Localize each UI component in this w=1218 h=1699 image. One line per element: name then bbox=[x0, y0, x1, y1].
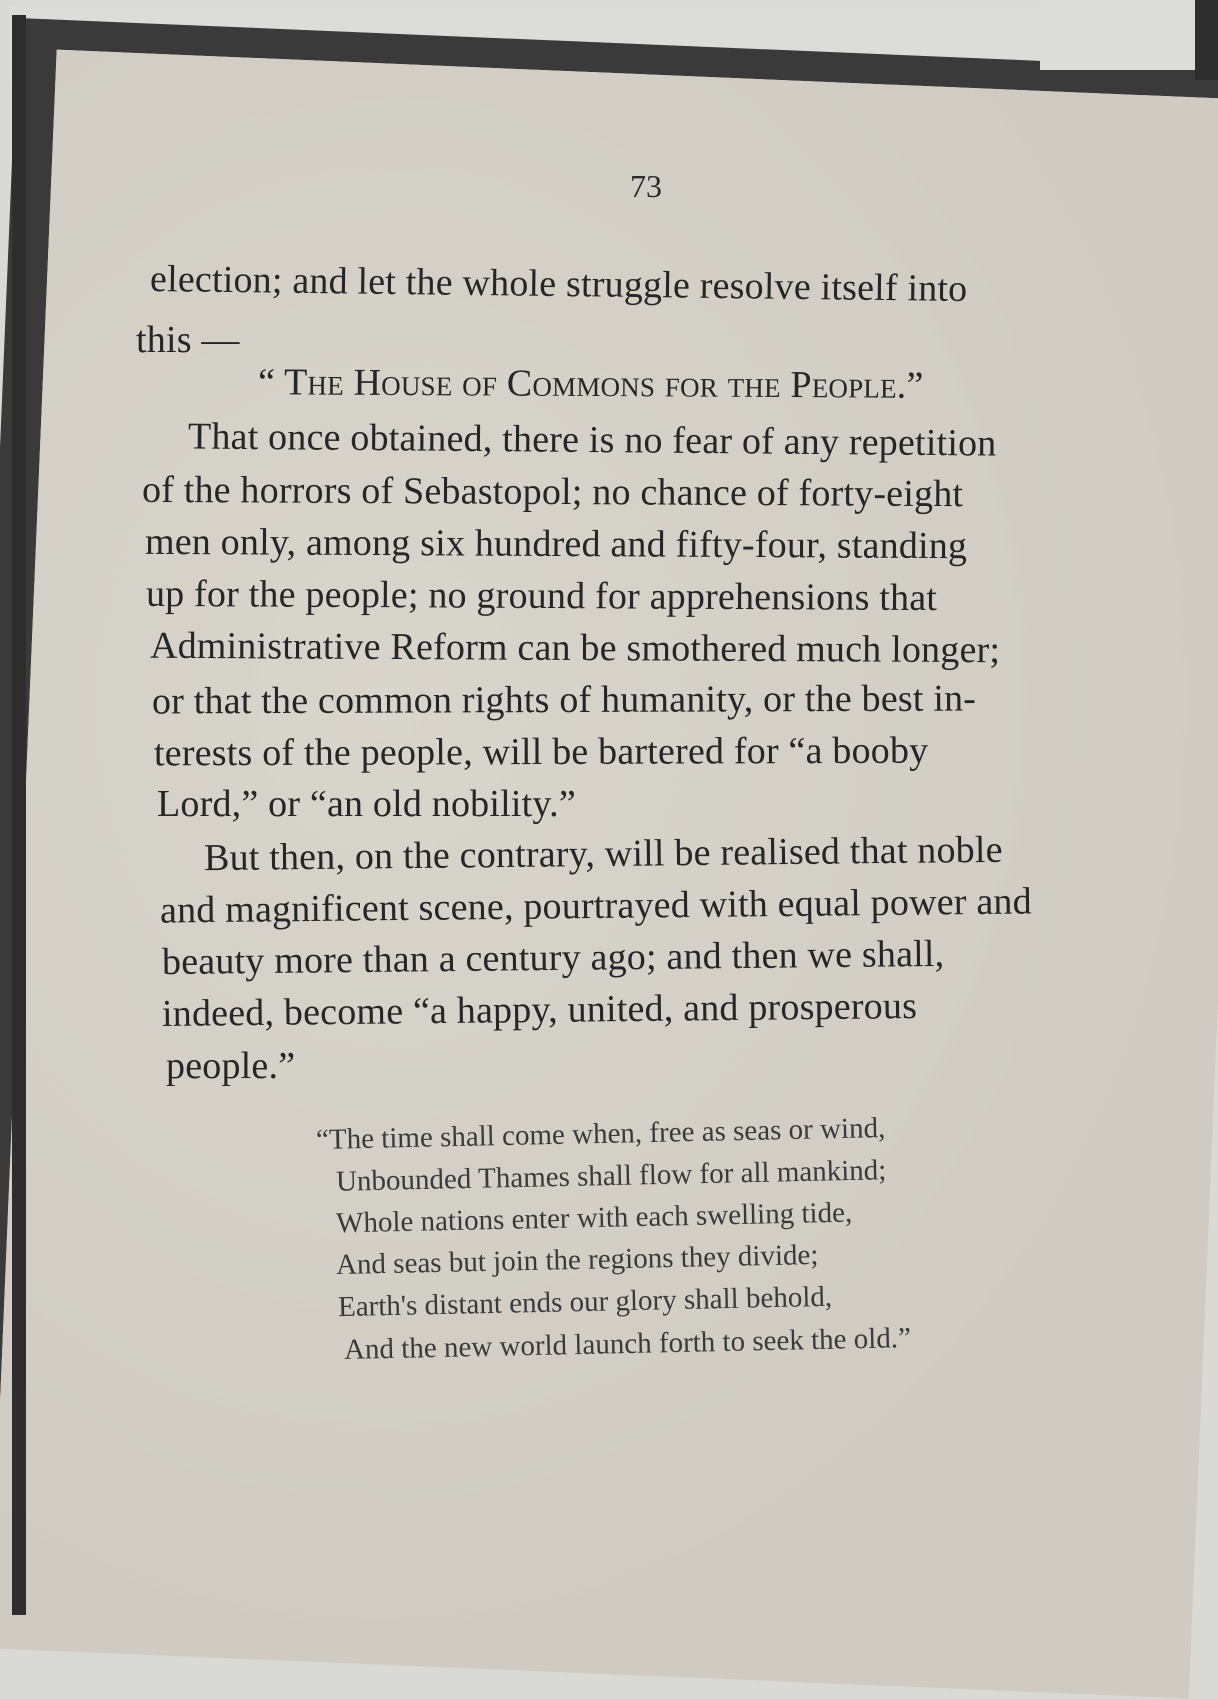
verse-line: And seas but join the regions they divide; bbox=[335, 1238, 819, 1282]
verse-line: “The time shall come when, free as seas or wind, bbox=[315, 1112, 886, 1156]
page-number: 73 bbox=[630, 168, 662, 204]
text-line: terests of the people, will be bartered for “a booby bbox=[153, 729, 929, 775]
text-line: Administrative Reform can be smothered much longer; bbox=[149, 624, 1001, 672]
verse-line: Whole nations enter with each swelling tide, bbox=[335, 1196, 853, 1240]
text-line: That once obtained, there is no fear of any repetition bbox=[187, 415, 997, 465]
text-line: indeed, become “a happy, united, and prosperous bbox=[161, 985, 918, 1035]
text-line: this — bbox=[136, 319, 240, 361]
text-line: But then, on the contrary, will be realised that noble bbox=[203, 828, 1003, 880]
verse-line: Unbounded Thames shall flow for all mankind; bbox=[335, 1154, 887, 1198]
text-line: men only, among six hundred and fifty-four, standing bbox=[144, 520, 968, 568]
text-line: or that the common rights of humanity, or the best in- bbox=[151, 677, 977, 723]
text-line: and magnificent scene, pourtrayed with equal power and bbox=[159, 880, 1033, 932]
text-line: Lord,” or “an old nobility.” bbox=[157, 783, 576, 825]
verse-line: Earth's distant ends our glory shall behold, bbox=[337, 1280, 833, 1324]
verse-line: And the new world launch forth to seek the old.” bbox=[343, 1322, 912, 1366]
text-line: beauty more than a century ago; and then we shall, bbox=[161, 932, 945, 984]
text-line: people.” bbox=[166, 1045, 296, 1087]
text-line: up for the people; no ground for apprehensions that bbox=[145, 572, 938, 620]
text-line: of the horrors of Sebastopol; no chance of forty-eight bbox=[141, 468, 964, 516]
section-heading: “ The House of Commons for the People.” bbox=[257, 361, 924, 407]
text-line: election; and let the whole struggle resolve itself into bbox=[149, 258, 968, 310]
